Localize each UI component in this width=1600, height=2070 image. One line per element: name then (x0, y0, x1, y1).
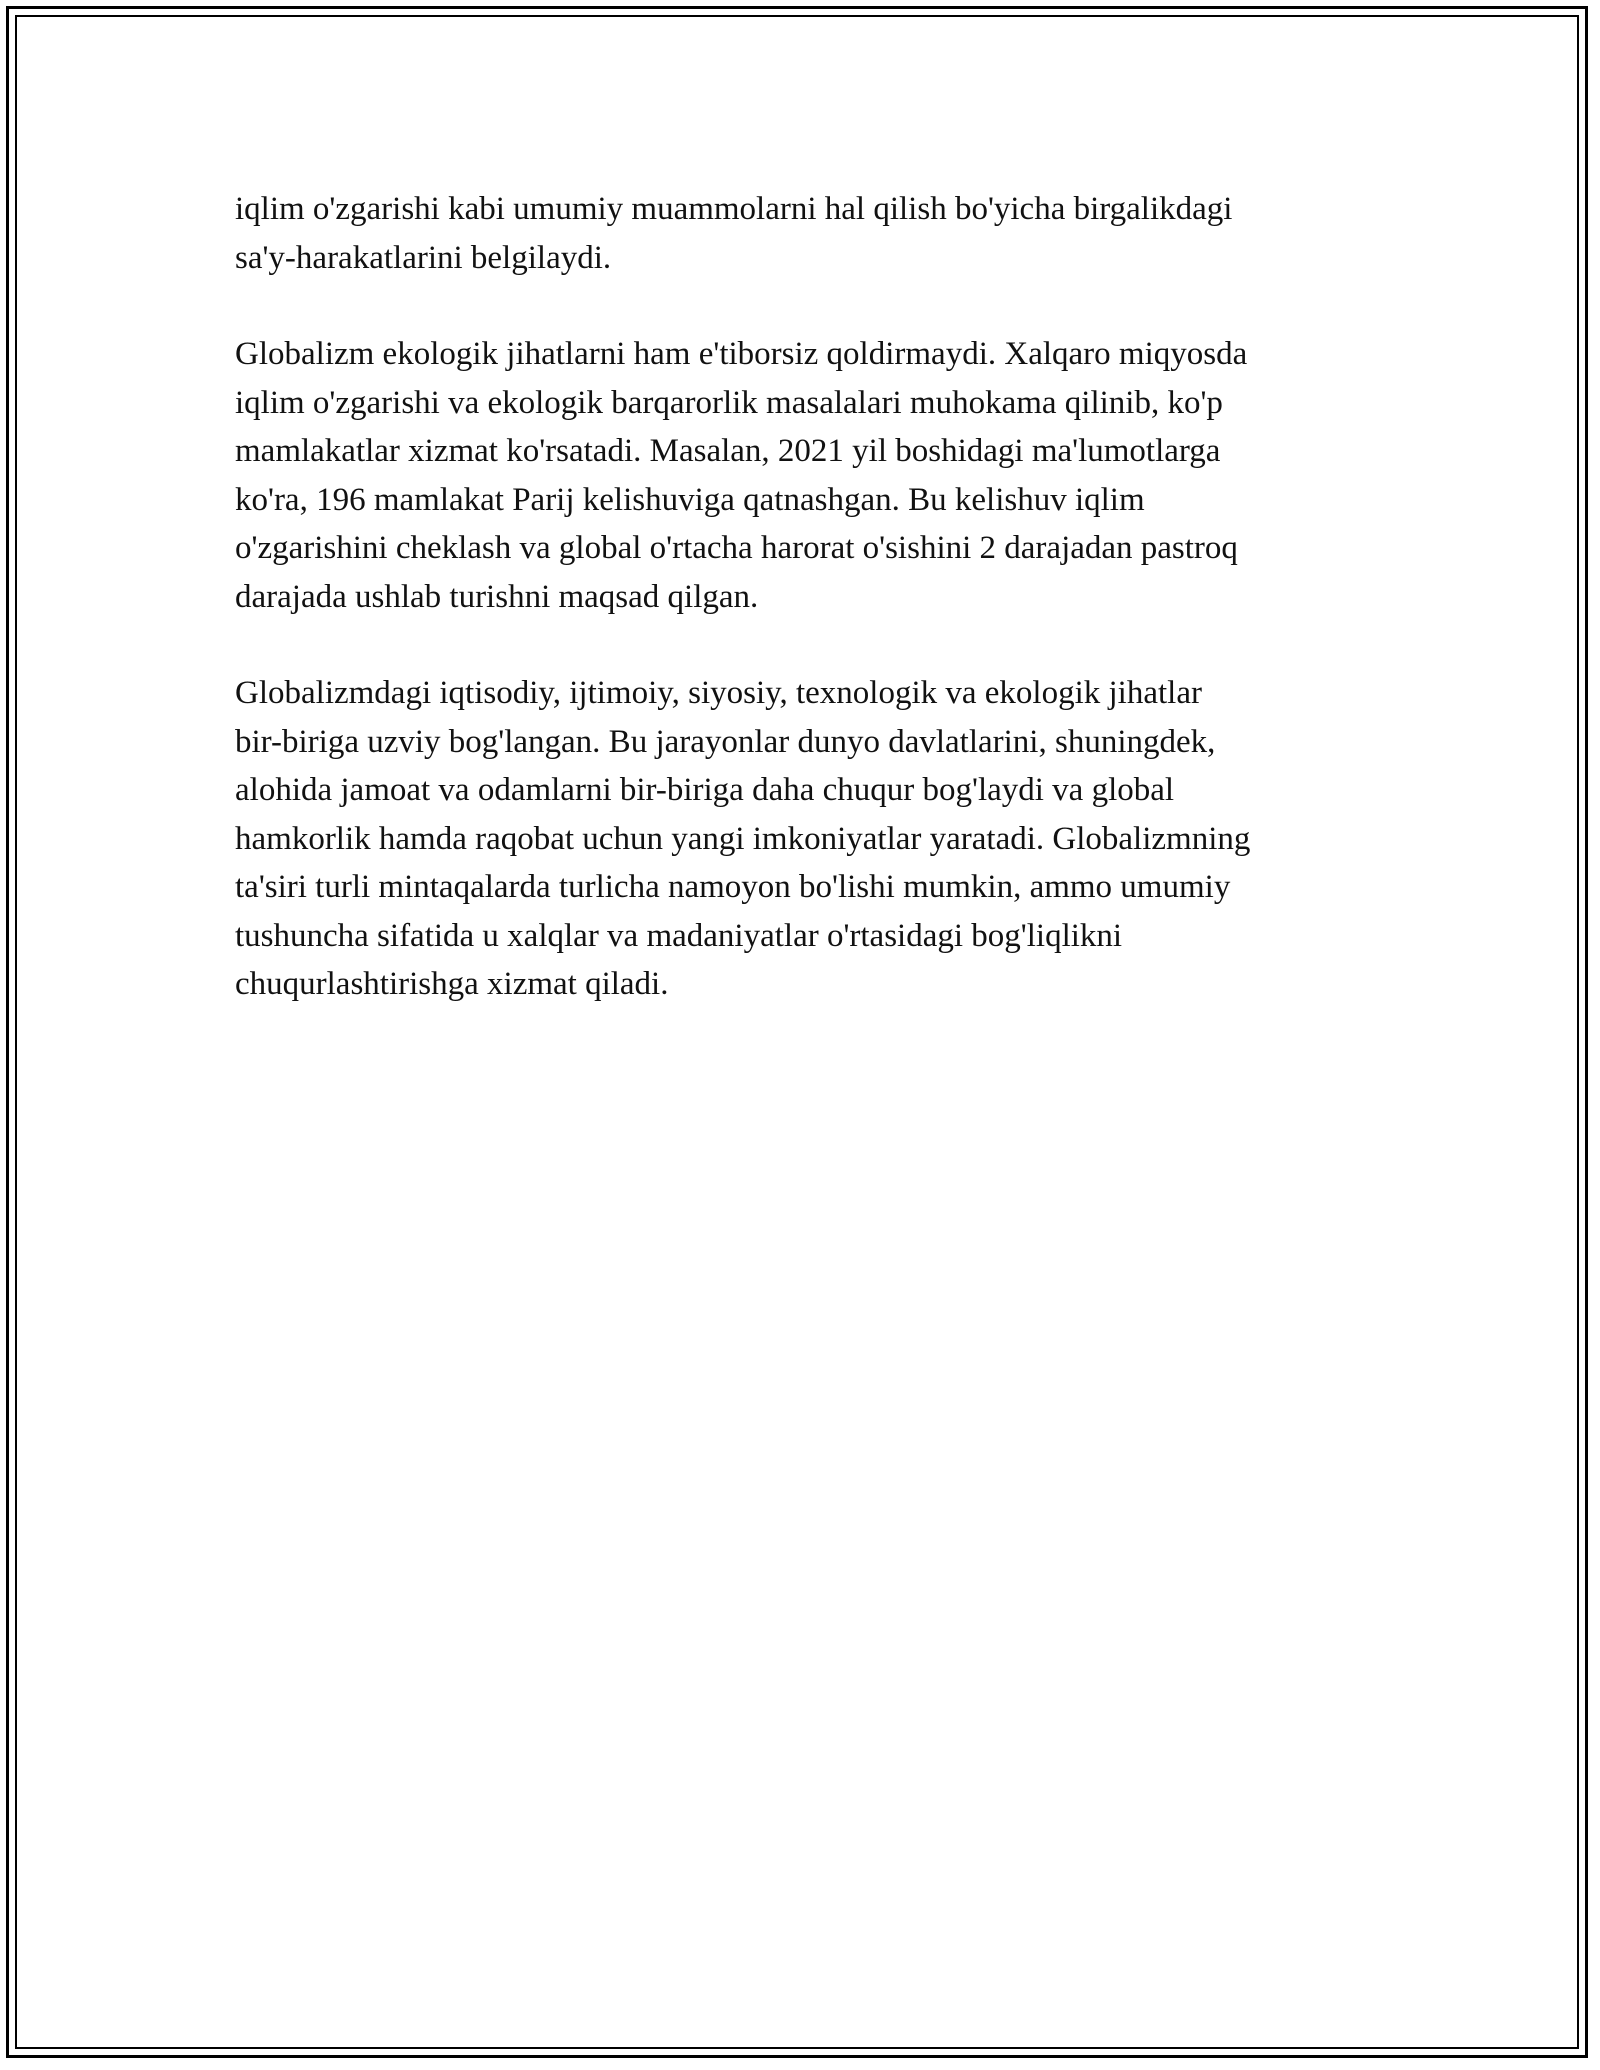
paragraph-2 (235, 330, 1385, 621)
text-line: tushuncha sifatida u xalqlar va madaniyatlar o'rtasidagi bog'liqlikni (235, 917, 1123, 954)
text-line: darajada ushlab turishni maqsad qilgan. (235, 578, 759, 615)
text-line: ko'ra, 196 mamlakat Parij kelishuviga qatnashgan. Bu kelishuv iqlim (235, 481, 1145, 518)
text-line: mamlakatlar xizmat ko'rsatadi. Masalan, 2021 yil boshidagi ma'lumotlarga (235, 433, 1221, 469)
text-line: Globalizm ekologik jihatlarni ham e'tiborsiz qoldirmaydi. Xalqaro miqyosda (235, 336, 1248, 372)
text-line: Globalizmdagi iqtisodiy, ijtimoiy, siyosiy, texnologik va ekologik jihatlar (235, 675, 1202, 711)
text-line: iqlim o'zgarishi kabi umumiy muammolarni hal qilish bo'yicha birgalikdagi (235, 191, 1233, 227)
text-line: ta'siri turli mintaqalarda turlicha namoyon bo'lishi mumkin, ammo umumiy (235, 869, 1231, 905)
text-line: bir-biriga uzviy bog'langan. Bu jarayonlar dunyo davlatlarini, shuningdek, (235, 723, 1216, 760)
paragraph-3 (235, 669, 1385, 1009)
text-line: chuqurlashtirishga xizmat qiladi. (235, 966, 669, 1002)
document-body (235, 185, 1385, 1057)
text-line: alohida jamoat va odamlarni bir-biriga daha chuqur bog'laydi va global (235, 772, 1175, 808)
text-line: iqlim o'zgarishi va ekologik barqarorlik masalalari muhokama qilinib, ko'p (235, 384, 1223, 421)
text-line: o'zgarishini cheklash va global o'rtacha harorat o'sishini 2 darajadan pastroq (235, 530, 1238, 566)
paragraph-1 (235, 185, 1385, 282)
text-line: hamkorlik hamda raqobat uchun yangi imkoniyatlar yaratadi. Globalizmning (235, 820, 1251, 857)
text-line: sa'y-harakatlarini belgilaydi. (235, 239, 612, 276)
